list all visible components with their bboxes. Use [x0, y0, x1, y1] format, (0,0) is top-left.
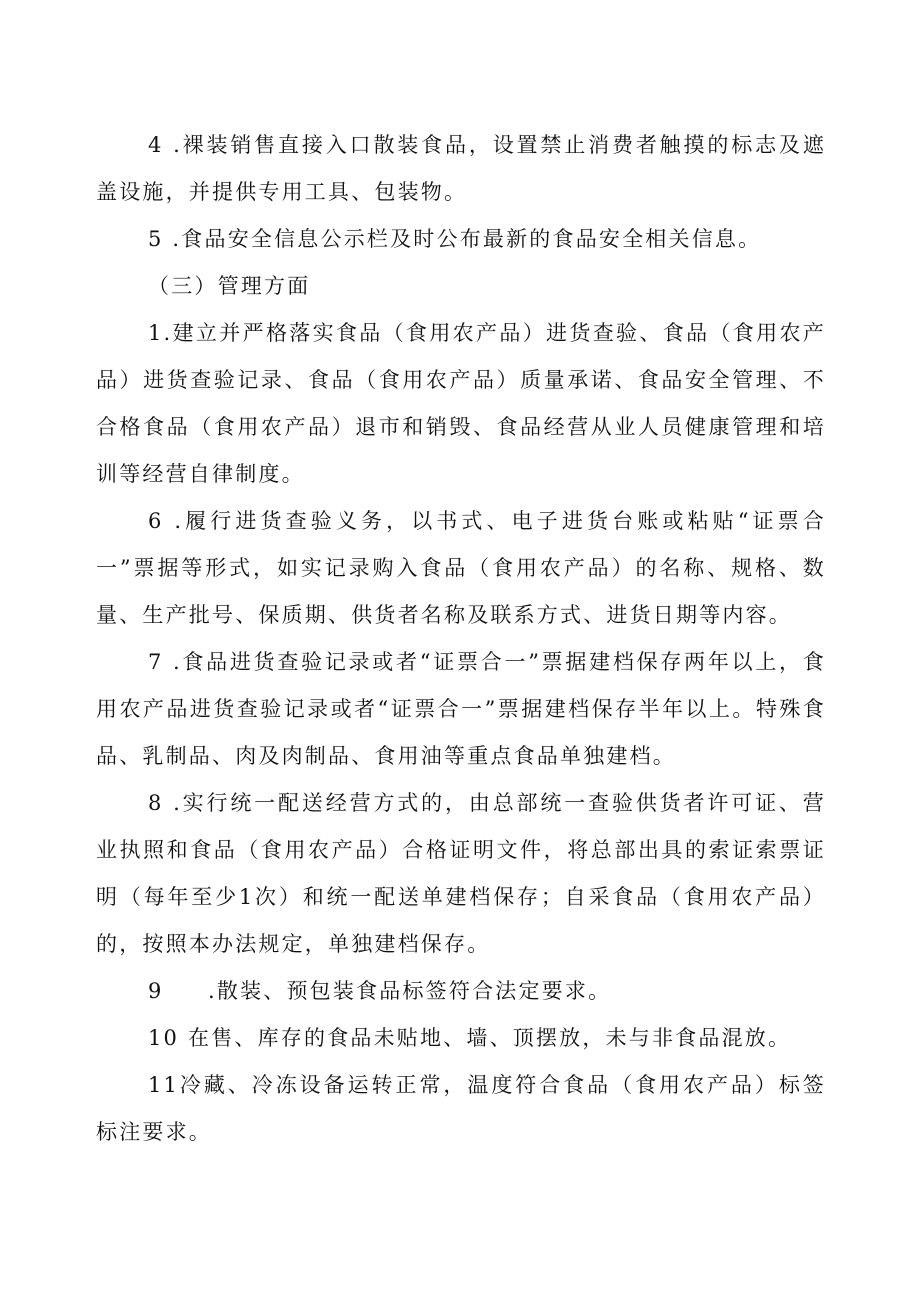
paragraph-item-10: 10 在售、库存的食品未贴地、墙、顶摆放，未与非食品混放。: [148, 1026, 792, 1050]
item-9-number: 9: [148, 979, 164, 1003]
paragraph-item-6: 6 .履行进货查验义务，以书式、电子进货台账或粘贴“证票合一”票据等形式，如实记录购入食品（食用农产品）的名称、规格、数量、生产批号、保质期、供货者名称及联系方式、进货日期等内容。: [96, 509, 826, 627]
item-9-text: .散装、预包装食品标签符合法定要求。: [208, 979, 612, 1003]
paragraph-item-11: 11冷藏、冷冻设备运转正常，温度符合食品（食用农产品）标签标注要求。: [96, 1073, 826, 1144]
paragraph-item-9: [96, 968, 826, 1015]
paragraph-item-5: 5 .食品安全信息公示栏及时公布最新的食品安全相关信息。: [148, 227, 762, 251]
paragraph-item-7: 7 .食品进货查验记录或者“证票合一”票据建档保存两年以上，食用农产品进货查验记录或者“证票合一”票据建档保存半年以上。特殊食品、乳制品、肉及肉制品、食用油等重点食品单独建档。: [96, 650, 826, 768]
paragraph-item-8: 8 .实行统一配送经营方式的，由总部统一查验供货者许可证、营业执照和食品（食用农产品）合格证明文件，将总部出具的索证索票证明（每年至少1次）和统一配送单建档保存；自采食品（食用农产品）的，按照本办法规定，单独建档保存。: [96, 791, 826, 956]
paragraph-item-4: 4 .裸装销售直接入口散装食品，设置禁止消费者触摸的标志及遮盖设施，并提供专用工具、包装物。: [96, 133, 826, 204]
paragraph-item-1: 1.建立并严格落实食品（食用农产品）进货查验、食品（食用农产品）进货查验记录、食品（食用农产品）质量承诺、食品安全管理、不合格食品（食用农产品）退市和销毁、食品经营从业人员健康管理和培训等经营自律制度。: [96, 321, 826, 486]
document-body: [96, 122, 826, 1156]
section-heading-management: （三）管理方面: [148, 274, 311, 298]
